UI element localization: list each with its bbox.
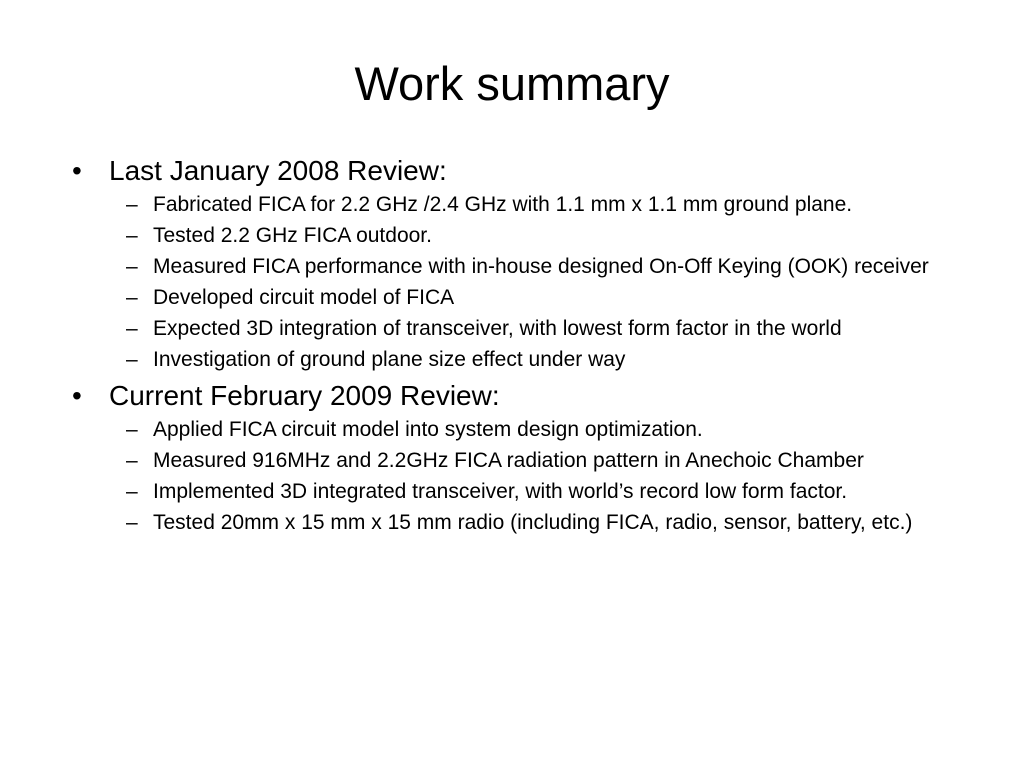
dash-icon: – [126, 286, 138, 309]
slide-content [70, 154, 950, 542]
sub-bullet-text: Implemented 3D integrated transceiver, with world’s record low form factor. [153, 480, 848, 503]
sub-bullet-text: Developed circuit model of FICA [153, 286, 455, 309]
sub-bullet-text: Investigation of ground plane size effect under way [153, 348, 626, 371]
sub-bullet-text: Applied FICA circuit model into system design optimization. [153, 418, 703, 441]
sub-bullet-item [70, 480, 950, 504]
bullet-icon: • [72, 380, 82, 411]
sub-bullet-item [70, 511, 950, 535]
dash-icon: – [126, 449, 138, 472]
dash-icon: – [126, 317, 138, 340]
sub-bullet-item [70, 348, 950, 372]
sub-bullet-item [70, 193, 950, 217]
sub-bullet-item [70, 418, 950, 442]
section-heading-text: Current February 2009 Review: [109, 380, 500, 411]
sub-bullet-item [70, 317, 950, 341]
sub-bullet-text: Fabricated FICA for 2.2 GHz /2.4 GHz with 1.1 mm x 1.1 mm ground plane. [153, 193, 853, 216]
dash-icon: – [126, 255, 138, 278]
bullet-icon: • [72, 155, 82, 186]
sub-bullet-item [70, 224, 950, 248]
dash-icon: – [126, 193, 138, 216]
dash-icon: – [126, 224, 138, 247]
slide-title: Work summary [354, 57, 670, 110]
sub-bullet-text: Expected 3D integration of transceiver, with lowest form factor in the world [153, 317, 842, 340]
section-heading [70, 379, 950, 413]
sub-bullet-text: Tested 20mm x 15 mm x 15 mm radio (including FICA, radio, sensor, battery, etc.) [153, 511, 913, 534]
dash-icon: – [126, 511, 138, 534]
dash-icon: – [126, 348, 138, 371]
sub-bullet-item [70, 286, 950, 310]
section-january-2008 [70, 154, 950, 372]
sub-bullet-list [70, 193, 950, 372]
dash-icon: – [126, 480, 138, 503]
sub-bullet-text: Measured FICA performance with in-house designed On-Off Keying (OOK) receiver [153, 255, 929, 278]
section-february-2009 [70, 379, 950, 535]
sub-bullet-text: Measured 916MHz and 2.2GHz FICA radiation pattern in Anechoic Chamber [153, 449, 864, 472]
section-heading-text: Last January 2008 Review: [109, 155, 447, 186]
dash-icon: – [126, 418, 138, 441]
sub-bullet-text: Tested 2.2 GHz FICA outdoor. [153, 224, 432, 247]
sub-bullet-item [70, 255, 950, 279]
sub-bullet-list [70, 418, 950, 535]
sub-bullet-item [70, 449, 950, 473]
section-heading [70, 154, 950, 188]
